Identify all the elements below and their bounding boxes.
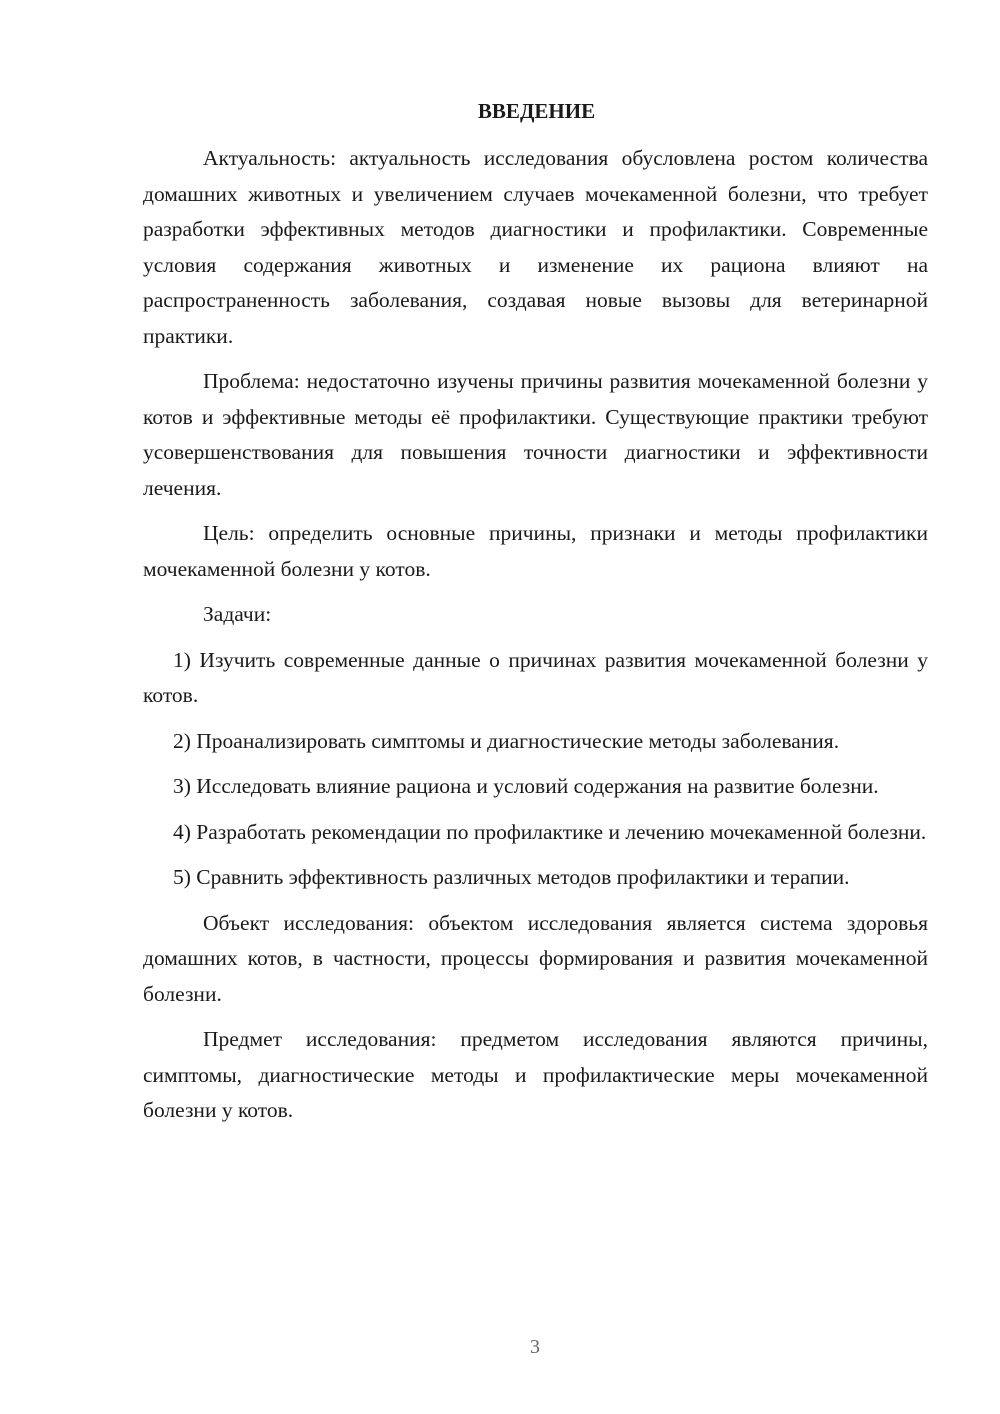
paragraph-object: Объект исследования: объектом исследования является система здоровья домашних котов, в частности, процессы формирования и развития мочекаменной болезни. [143, 910, 928, 1006]
paragraph-goal: Цель: определить основные причины, признаки и методы профилактики мочекаменной болезни у котов. [143, 521, 928, 581]
paragraph-tasks-label: Задачи: [203, 602, 272, 626]
task-item-1: 1) Изучить современные данные о причинах развития мочекаменной болезни у котов. [143, 647, 928, 707]
task-item-5: 5) Сравнить эффективность различных методов профилактики и терапии. [173, 865, 850, 889]
task-item-3: 3) Исследовать влияние рациона и условий содержания на развитие болезни. [173, 774, 879, 798]
task-item-2: 2) Проанализировать симптомы и диагностические методы заболевания. [173, 728, 840, 753]
paragraph-relevance: Актуальность: актуальность исследования обусловлена ростом количества домашних животных и увеличением случаев мочекаменной болезни, что требует разработки эффективных методов диагностики и профилактики. Современные условия содержания животных и изменение их рациона влияют на распространенность заболевания, создавая новые вызовы для ветеринарной практики. [143, 146, 928, 348]
page-number: 3 [530, 1336, 540, 1358]
page-content [143, 94, 928, 1139]
page-title: ВВЕДЕНИЕ [477, 99, 596, 123]
paragraph-subject: Предмет исследования: предметом исследования являются причины, симптомы, диагностические методы и профилактические меры мочекаменной болезни у котов. [143, 1027, 928, 1122]
task-item-4: 4) Разработать рекомендации по профилактике и лечению мочекаменной болезни. [173, 819, 927, 844]
paragraph-problem: Проблема: недостаточно изучены причины развития мочекаменной болезни у котов и эффективные методы её профилактики. Существующие практики требуют усовершенствования для повышения точности диагностики и эффективности лечения. [143, 369, 928, 500]
